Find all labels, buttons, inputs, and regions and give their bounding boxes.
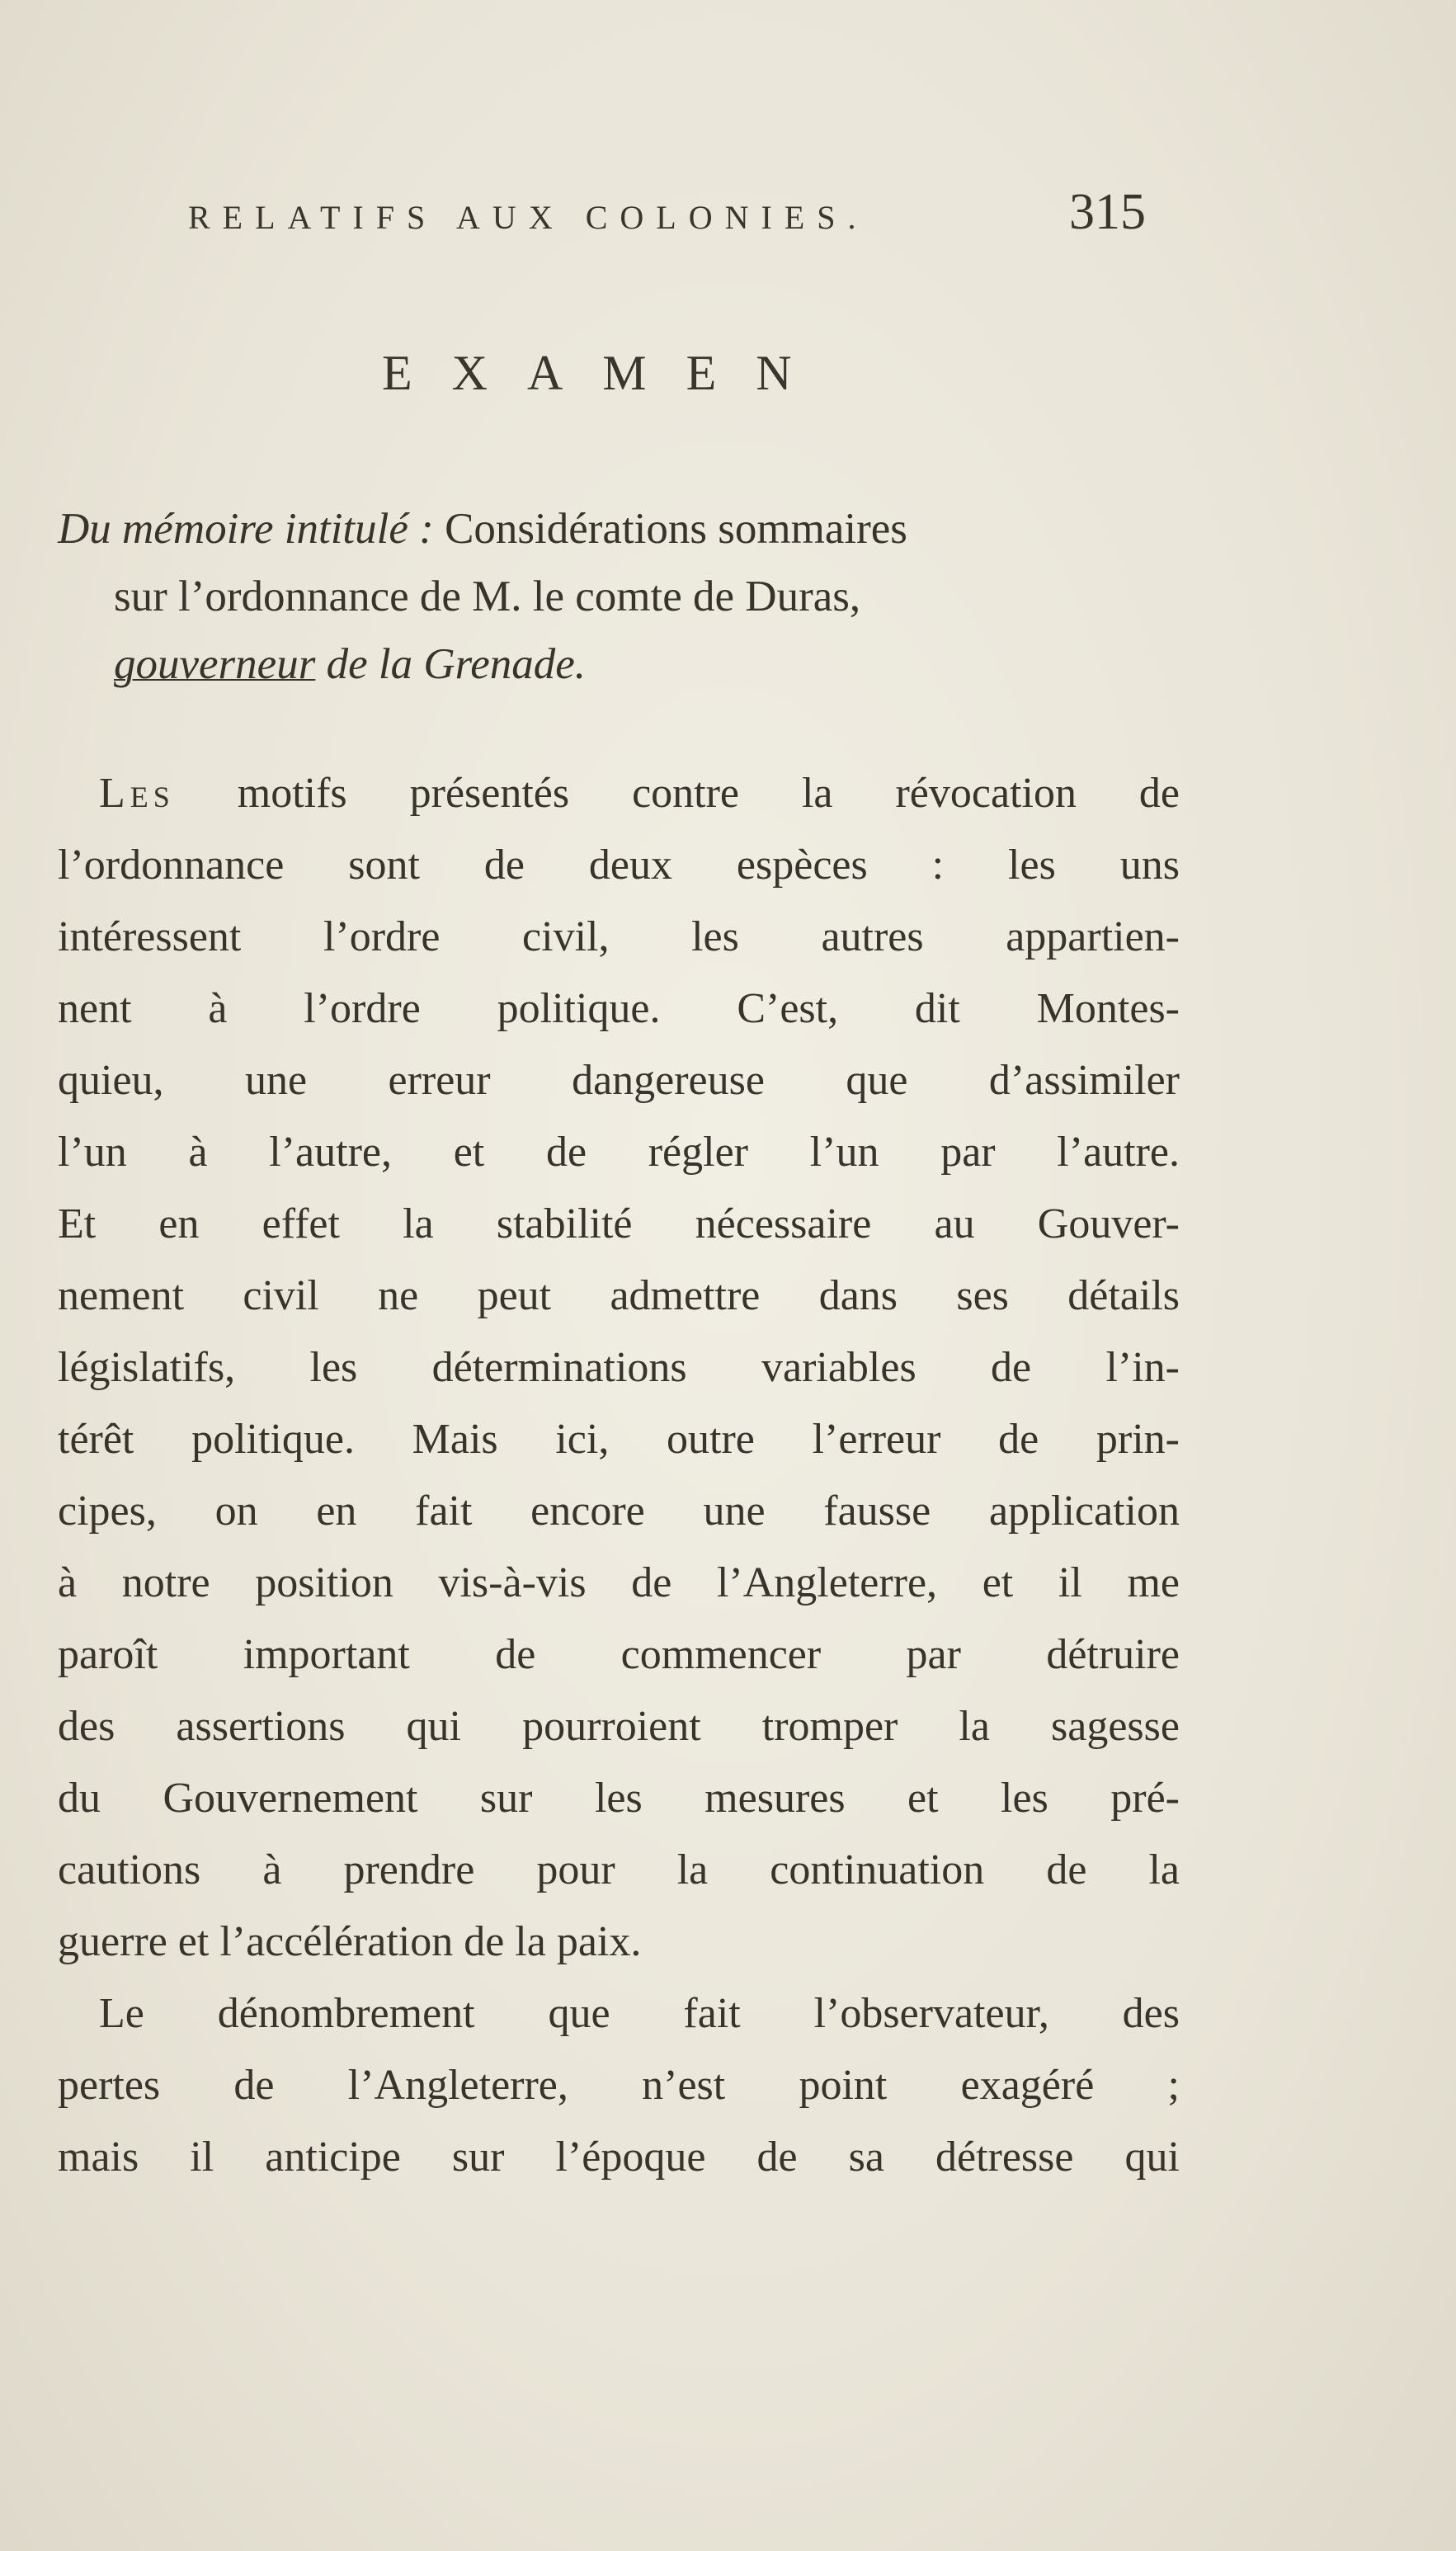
text-line bbox=[58, 757, 1180, 829]
text-line-rest: motifs présentés contre la révocation de bbox=[174, 770, 1180, 817]
body-text bbox=[58, 757, 1180, 2193]
text-line: pertes de l’Angleterre, n’est point exagéré ; bbox=[58, 2062, 1180, 2109]
text-line: cipes, on en fait encore une fausse application bbox=[58, 1488, 1180, 1535]
text-line: l’un à l’autre, et de régler l’un par l’autre. bbox=[58, 1129, 1180, 1176]
subtitle-line bbox=[58, 495, 1213, 563]
text-line: térêt politique. Mais ici, outre l’erreur de prin- bbox=[58, 1416, 1180, 1463]
text-line: intéressent l’ordre civil, les autres appartien- bbox=[58, 913, 1180, 960]
section-subtitle bbox=[58, 495, 1213, 698]
text-line: guerre et l’accélération de la paix. bbox=[58, 1918, 642, 1965]
text-line: nent à l’ordre politique. C’est, dit Montes- bbox=[58, 985, 1180, 1032]
text-line: l’ordonnance sont de deux espèces : les uns bbox=[58, 842, 1180, 889]
subtitle-italic: Du mémoire intitulé : bbox=[58, 505, 434, 553]
text-line: quieu, une erreur dangereuse que d’assimiler bbox=[58, 1057, 1180, 1104]
text-line: Le dénombrement que fait l’observateur, des bbox=[99, 1990, 1180, 2037]
lead-word: Les bbox=[99, 770, 175, 817]
text-line: cautions à prendre pour la continuation de la bbox=[58, 1846, 1180, 1893]
text-line: à notre position vis-à-vis de l’Angleterre, et il me bbox=[58, 1559, 1180, 1606]
page-number: 315 bbox=[1069, 184, 1146, 240]
subtitle-underlined: gouverneur bbox=[114, 640, 316, 688]
text-line: mais il anticipe sur l’époque de sa détresse qui bbox=[58, 2134, 1180, 2181]
text-line: paroît important de commencer par détruire bbox=[58, 1631, 1180, 1678]
page-header bbox=[188, 183, 1178, 249]
section-title: EXAMEN bbox=[382, 346, 832, 400]
subtitle-line bbox=[58, 630, 1213, 698]
text-line: du Gouvernement sur les mesures et les pré- bbox=[58, 1775, 1180, 1822]
subtitle-italic-rest: de la Grenade. bbox=[315, 640, 587, 688]
text-line: nement civil ne peut admettre dans ses détails bbox=[58, 1272, 1180, 1319]
text-line: des assertions qui pourroient tromper la sagesse bbox=[58, 1703, 1180, 1750]
text-line: législatifs, les déterminations variables de l’in- bbox=[58, 1344, 1180, 1391]
running-head: RELATIFS AUX COLONIES. bbox=[188, 199, 869, 236]
subtitle-roman: Considérations sommaires bbox=[433, 505, 907, 553]
subtitle-line: sur l’ordonnance de M. le comte de Duras, bbox=[114, 573, 861, 620]
text-line: Et en effet la stabilité nécessaire au Gouver- bbox=[58, 1200, 1180, 1247]
